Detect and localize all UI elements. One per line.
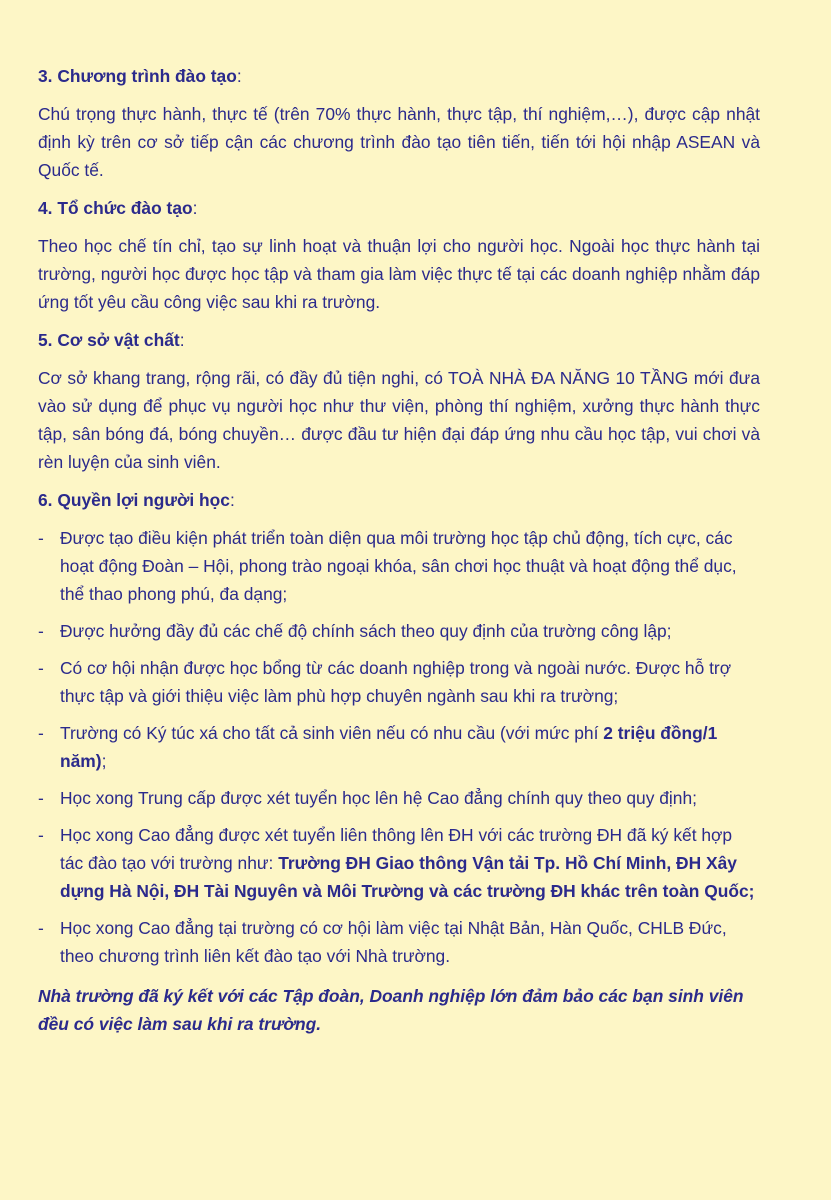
section-5-colon: :	[179, 330, 185, 350]
section-4-body: Theo học chế tín chỉ, tạo sự linh hoạt và thuận lợi cho người học. Ngoài học thực hành tại trường, người học được học tập và tham gia làm việc thực tế tại các doanh nghiệp nhằm đáp ứng tốt yêu cầu công việc sau khi ra trường.	[38, 236, 760, 312]
list-item	[38, 821, 760, 905]
section-6-colon: :	[229, 490, 235, 510]
benefits-list	[38, 524, 760, 970]
list-dash: -	[38, 658, 44, 678]
list-dash: -	[38, 621, 44, 641]
section-3-heading	[38, 62, 760, 90]
section-5-body: Cơ sở khang trang, rộng rãi, có đầy đủ tiện nghi, có TOÀ NHÀ ĐA NĂNG 10 TẦNG mới đưa vào sử dụng để phục vụ người học như thư viện, phòng thí nghiệm, xưởng thực hành thực tập, sân bóng đá, bóng chuyền… được đầu tư hiện đại đáp ứng nhu cầu học tập, vui chơi và rèn luyện của sinh viên.	[38, 368, 760, 472]
section-3-colon: :	[236, 66, 242, 86]
list-item-text	[46, 821, 760, 905]
dormitory-fee: 2 triệu đồng/1 năm)	[60, 723, 718, 771]
list-item	[38, 654, 760, 710]
list-item	[38, 719, 760, 775]
section-6-title: 6. Quyền lợi người học	[38, 490, 230, 510]
list-item	[38, 784, 760, 812]
list-item	[38, 914, 760, 970]
list-dash: -	[38, 723, 44, 743]
list-item-text: Được hưởng đầy đủ các chế độ chính sách theo quy định của trường công lập;	[60, 621, 672, 641]
list-dash: -	[38, 788, 44, 808]
transfer-text: Học xong Cao đẳng được xét tuyển liên thông lên ĐH với các trường ĐH đã ký kết hợp tác đào tạo với trường như:	[60, 825, 733, 873]
section-4-colon: :	[192, 198, 198, 218]
dormitory-text-end: ;	[101, 751, 107, 771]
partner-universities: Trường ĐH Giao thông Vận tải Tp. Hồ Chí Minh, ĐH Xây dựng Hà Nội, ĐH Tài Nguyên và Môi Trường và các trường ĐH khác trên toàn Quốc;	[60, 853, 755, 901]
section-3-title: 3. Chương trình đào tạo	[38, 66, 237, 86]
section-3-body: Chú trọng thực hành, thực tế (trên 70% thực hành, thực tập, thí nghiệm,…), được cập nhật định kỳ trên cơ sở tiếp cận các chương trình đào tạo tiên tiến, tiến tới hội nhập ASEAN và Quốc tế.	[38, 104, 760, 180]
list-item	[38, 617, 760, 645]
document-content	[38, 62, 760, 1048]
section-5-title: 5. Cơ sở vật chất	[38, 330, 180, 350]
closing-statement: Nhà trường đã ký kết với các Tập đoàn, Doanh nghiệp lớn đảm bảo các bạn sinh viên đều có việc làm sau khi ra trường.	[38, 986, 744, 1034]
list-item-text: Có cơ hội nhận được học bổng từ các doanh nghiệp trong và ngoài nước. Được hỗ trợ thực tập và giới thiệu việc làm phù hợp chuyên ngành sau khi ra trường;	[60, 658, 732, 706]
list-dash: -	[38, 528, 44, 548]
section-6-heading	[38, 486, 760, 514]
list-item-text	[46, 719, 760, 775]
list-dash: -	[38, 825, 44, 845]
section-4-title: 4. Tổ chức đào tạo	[38, 198, 193, 218]
section-4-heading	[38, 194, 760, 222]
list-item	[38, 524, 760, 608]
list-item-text: Học xong Trung cấp được xét tuyển học lên hệ Cao đẳng chính quy theo quy định;	[60, 788, 697, 808]
dormitory-text: Trường có Ký túc xá cho tất cả sinh viên nếu có nhu cầu (với mức phí	[60, 723, 604, 743]
list-dash: -	[38, 918, 44, 938]
list-item-text: Được tạo điều kiện phát triển toàn diện qua môi trường học tập chủ động, tích cực, các hoạt động Đoàn – Hội, phong trào ngoại khóa, sân chơi học thuật và hoạt động thể dục, thể thao phong phú, đa dạng;	[60, 528, 737, 604]
list-item-text: Học xong Cao đẳng tại trường có cơ hội làm việc tại Nhật Bản, Hàn Quốc, CHLB Đức, theo chương trình liên kết đào tạo với Nhà trường.	[60, 918, 727, 966]
section-5-heading	[38, 326, 760, 354]
